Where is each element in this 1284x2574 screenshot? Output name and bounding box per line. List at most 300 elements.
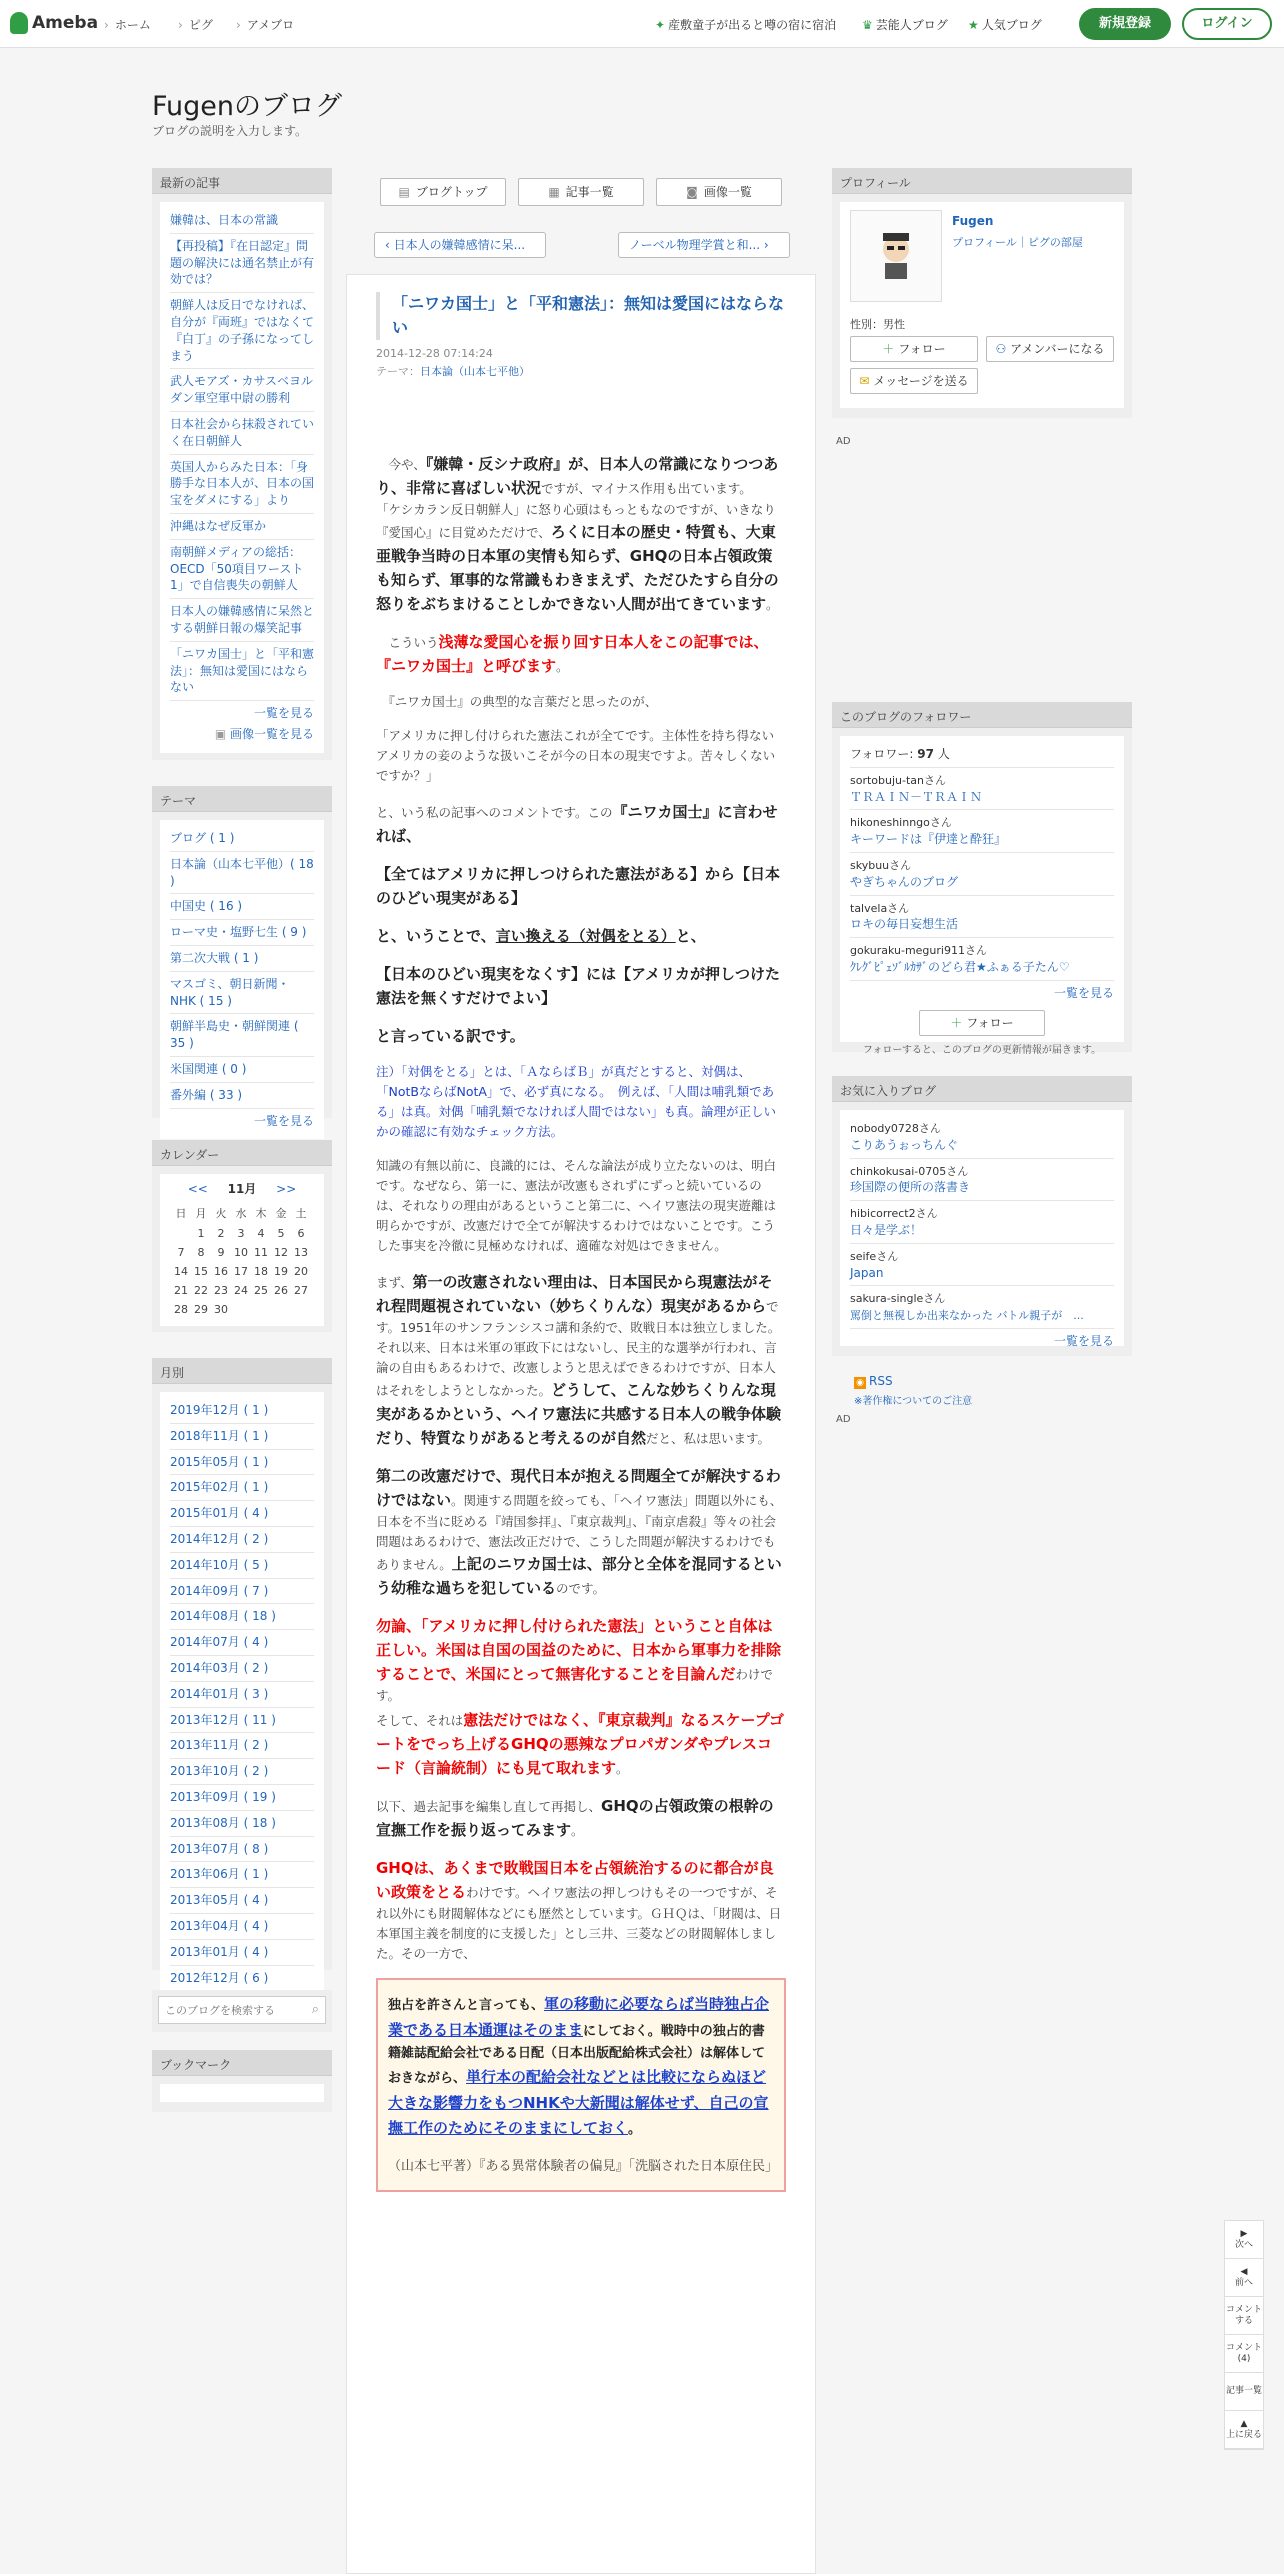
theme-link[interactable]: 第二次大戦 ( 1 ) <box>170 950 259 965</box>
list-item[interactable] <box>850 810 1114 853</box>
calendar-day: 25 <box>254 1284 268 1297</box>
next-entry-link[interactable] <box>618 232 790 258</box>
favorite-user: sakura-singleさん <box>850 1292 946 1306</box>
calendar-day <box>172 1225 190 1242</box>
list-item[interactable] <box>850 1244 1114 1287</box>
recent-link[interactable]: 日本人の嫌韓感情に呆然とする朝鮮日報の爆笑記事 <box>170 604 315 635</box>
body-paragraph: 知識の有無以前に、良識的には、そんな論法が成り立たないのは、明白です。なぜなら、第一に、憲法が改憲もされずにずっと続いているのは、それなりの理由があるということ第二に、ヘイワ憲法の現実遊離は明らかですが、改憲だけで全てが解決するわけではないことです。こうした事実を冷徹に見極めなければ、適確な対処はできません。 <box>376 1158 777 1253</box>
calendar-box <box>152 1140 332 1332</box>
list-item[interactable] <box>170 1398 314 1424</box>
list-item[interactable] <box>170 1579 314 1605</box>
archive-link[interactable]: 2014年07月 ( 4 ) <box>170 1635 269 1650</box>
archive-link[interactable]: 2013年07月 ( 8 ) <box>170 1841 269 1856</box>
bold-paragraph <box>376 924 786 948</box>
list-item[interactable] <box>170 1630 314 1656</box>
archive-link[interactable]: 2014年12月 ( 2 ) <box>170 1531 269 1546</box>
recent-link[interactable]: 日本社会から抹殺されていく在日朝鮮人 <box>170 416 315 448</box>
list-item[interactable] <box>170 1914 314 1940</box>
list-item[interactable] <box>170 894 314 920</box>
list-item[interactable] <box>170 1837 314 1863</box>
quote-source: （山本七平著）『ある異常体験者の偏見』「洗脳された日本原住民」 <box>388 2158 779 2174</box>
text: です。1951年のサンフランシスコ講和条約で、敗戦日本は独立しました。それ以来、日本は米軍の軍政下にはないし、民主的な選挙が行われ、言論の自由もあるわけで、改憲しようと思えばできるわけですが、日本人はそれをしようとしなかった。 <box>376 1299 781 1398</box>
article-theme <box>376 363 530 379</box>
prev-entry-label: 日本人の嫌韓感情に呆... <box>393 238 526 252</box>
theme-link[interactable]: 日本論（山本七平他）( 18 ) <box>170 856 314 888</box>
list-item[interactable] <box>170 946 314 972</box>
calendar-day: 28 <box>174 1303 188 1316</box>
triangle-right-icon: ▶ <box>1240 2228 1248 2239</box>
comment-label: コメントする <box>1225 2304 1262 2326</box>
plus-icon: ＋ <box>882 342 899 356</box>
calendar-day: 4 <box>257 1227 265 1240</box>
calendar-day <box>232 1301 250 1318</box>
chevron-left-icon: ‹ <box>385 238 394 252</box>
entry-list-float-label: 記事一覧 <box>1225 2386 1262 2397</box>
bold-text: 第一の改憲されない理由は、日本国民から現憲法がそれ程問題視されていない（妙ちくりんな）現実があるから <box>376 1273 773 1315</box>
header-link-popular-label: 人気ブログ <box>981 18 1042 32</box>
quote-text: 独占を許さんと言っても、 <box>388 1998 545 2013</box>
nav-pigg[interactable] <box>178 16 213 33</box>
list-item[interactable] <box>170 1940 314 1966</box>
list-item[interactable] <box>170 852 314 895</box>
list-item[interactable] <box>850 896 1114 939</box>
archive-link[interactable]: 2013年12月 ( 11 ) <box>170 1712 276 1727</box>
archive-link[interactable]: 2013年10月 ( 2 ) <box>170 1764 269 1779</box>
calendar-day: 29 <box>194 1303 208 1316</box>
body-paragraph <box>376 800 786 848</box>
next-entry-label: ノーベル物理学賞と和... <box>629 238 761 252</box>
text: 「ケシカラン反日朝鮮人」に怒り心頭はもっともなのですが、いきなり『愛国心』に目覚めただけで、 <box>376 502 776 540</box>
list-item[interactable] <box>170 599 314 642</box>
text: 。 <box>571 1823 584 1838</box>
text: と、いう私の記事へのコメントです。この <box>376 805 613 820</box>
calendar-week <box>172 1263 310 1280</box>
theme-link[interactable]: 中国史 ( 16 ) <box>170 899 243 914</box>
search-box <box>152 1990 332 2032</box>
quote-text: にしておく。戦時中の独占的書籍雑誌配給会社である日配（日本出版配給株式会社）は解体しておきながら、 <box>388 2023 766 2087</box>
calendar-weekdays <box>172 1203 310 1223</box>
follow-button-2[interactable] <box>919 1010 1045 1036</box>
recent-more-link[interactable]: 一覧を見る <box>253 706 314 721</box>
themes-more[interactable] <box>170 1109 314 1134</box>
article-body <box>376 452 786 2192</box>
list-item[interactable] <box>170 455 314 514</box>
ameba-logo[interactable] <box>10 12 98 34</box>
rss-link[interactable] <box>854 1374 893 1389</box>
bold-text: 第二の改憲だけで、現代日本が抱える問題全てが解決するわけではない <box>376 1467 781 1509</box>
recent-more[interactable] <box>170 701 314 726</box>
themes-box <box>152 786 332 1128</box>
calendar-prev[interactable]: << <box>187 1182 208 1196</box>
text: こういう <box>388 635 439 650</box>
blog-title[interactable]: Fugenのブログ <box>152 91 343 122</box>
recent-link[interactable]: 南朝鮮メディアの総括：OECD「50項目ワースト1」で自信喪失の朝鮮人 <box>170 544 304 593</box>
body-paragraph <box>376 692 786 712</box>
header-link-trending[interactable] <box>655 16 836 33</box>
chevron-right-icon: › <box>104 18 109 32</box>
calendar-day: 18 <box>254 1265 268 1278</box>
calendar-heading: カレンダー <box>152 1140 332 1166</box>
list-item[interactable] <box>170 1604 314 1630</box>
list-item[interactable] <box>170 1682 314 1708</box>
image-list-more-link[interactable]: 画像一覧を見る <box>229 726 314 741</box>
list-item[interactable] <box>170 642 314 701</box>
quote-text: 「アメリカに押し付けられた憲法これが全てです。主体性を持ち得ないアメリカの妾のような扱いこそが今の日本の現実ですよ。苦々しくないですか？」 <box>376 728 776 783</box>
follower-blog-link[interactable]: やぎちゃんのブログ <box>850 874 959 889</box>
copyright-link[interactable]: ※著作権についてのご注意 <box>854 1396 973 1407</box>
message-button[interactable] <box>850 368 978 394</box>
list-item[interactable] <box>170 1862 314 1888</box>
themes-more-link[interactable]: 一覧を見る <box>253 1113 314 1128</box>
profile-links[interactable]: プロフィール｜ピグの部屋 <box>952 236 1083 249</box>
list-icon: ▦ <box>548 185 560 199</box>
favorite-blog-link[interactable]: 日々是学ぶ！ <box>850 1222 923 1237</box>
archive-link[interactable]: 2013年09月 ( 19 ) <box>170 1789 276 1804</box>
entry-list-button[interactable] <box>518 178 644 206</box>
image-list-button[interactable] <box>656 178 782 206</box>
list-item[interactable] <box>170 234 314 293</box>
favorite-blog-link[interactable]: Japan <box>850 1265 884 1280</box>
body-paragraph <box>376 1856 786 1964</box>
archive-link[interactable]: 2012年12月 ( 6 ) <box>170 1970 269 1985</box>
follower-user: skybuuさん <box>850 858 912 872</box>
blog-top-label: ブログトップ <box>415 185 488 199</box>
archive-link[interactable]: 2015年02月 ( 1 ) <box>170 1480 269 1495</box>
calendar-day: 8 <box>197 1246 205 1259</box>
list-item[interactable] <box>170 826 314 852</box>
weekday: 水 <box>235 1207 247 1220</box>
red-text: GHQは、あくまで敗戦国日本を占領統治するのに都合が良い政策をとる <box>376 1859 774 1901</box>
follower-user: hikoneshinngoさん <box>850 816 952 830</box>
followers-more[interactable] <box>850 981 1114 1006</box>
calendar-week <box>172 1282 310 1299</box>
list-item[interactable] <box>170 972 314 1015</box>
archive-link[interactable]: 2014年10月 ( 5 ) <box>170 1557 269 1572</box>
calendar-next[interactable]: >> <box>276 1182 297 1196</box>
calendar-day: 17 <box>234 1265 248 1278</box>
follow-label: フォロー <box>966 1015 1014 1030</box>
weekday: 木 <box>255 1207 267 1220</box>
back-to-top-label: 上に戻る <box>1225 2429 1262 2440</box>
list-item[interactable] <box>170 208 314 234</box>
people-icon: ⚇ <box>995 342 1011 356</box>
profile-name[interactable]: Fugen <box>952 214 994 228</box>
archive-link[interactable]: 2013年08月 ( 18 ) <box>170 1815 276 1830</box>
calendar-day: 24 <box>234 1284 248 1297</box>
weekday: 火 <box>215 1207 227 1220</box>
home-icon: ▤ <box>398 185 410 199</box>
follower-user: gokuraku-meguri911さん <box>850 944 987 958</box>
quote-text: 。 <box>628 2122 642 2138</box>
recent-link[interactable]: 英国人からみた日本：「身勝手な日本人が、日本の国宝をダメにする」より <box>170 459 315 508</box>
archive-link[interactable]: 2014年03月 ( 2 ) <box>170 1660 269 1675</box>
list-item[interactable] <box>170 1424 314 1450</box>
bold-paragraph: 【日本のひどい現実をなくす】には【アメリカが押しつけた憲法を無くすだけでよい】 <box>376 965 780 1007</box>
bold-text: 『嫌韓・反シナ政府』が、日本人の常識になりつつあり、非常に喜ばしい状況 <box>376 455 779 497</box>
calendar-day: 13 <box>294 1246 308 1259</box>
recent-link[interactable]: 朝鮮人は反日でなければ、自分が『両班』ではなくて『白丁』の子孫になってしまう <box>170 298 315 363</box>
archive-link[interactable]: 2019年12月 ( 1 ) <box>170 1403 269 1417</box>
follow-note: フォローすると、このブログの更新情報が届きます。 <box>862 1044 1102 1056</box>
archive-link[interactable]: 2013年05月 ( 4 ) <box>170 1893 269 1908</box>
prev-label: 前へ <box>1234 2277 1253 2288</box>
list-item[interactable] <box>170 1450 314 1476</box>
back-to-top-button[interactable] <box>1225 2411 1263 2449</box>
recent-link[interactable]: 武人モアズ・カサスベヨルダン軍空軍中尉の勝利 <box>170 374 314 406</box>
favorite-user: nobody0728さん <box>850 1122 941 1135</box>
archive-link[interactable]: 2014年01月 ( 3 ) <box>170 1686 269 1701</box>
favorite-blog-link[interactable]: 珍国際の便所の落書き <box>850 1180 971 1195</box>
bookmark-box <box>152 2050 332 2112</box>
text: 今や、 <box>388 457 426 472</box>
header-link-popular[interactable] <box>968 16 1042 33</box>
list-item[interactable] <box>850 853 1114 896</box>
rss-label[interactable]: RSS <box>869 1374 893 1388</box>
followers-box <box>832 702 1132 1056</box>
text: 。 <box>556 659 569 674</box>
nav-ameblo[interactable] <box>236 16 294 33</box>
next-label: 次へ <box>1234 2239 1253 2250</box>
list-item[interactable] <box>170 1708 314 1734</box>
amember-button[interactable] <box>986 336 1114 362</box>
archive-link[interactable]: 2013年06月 ( 1 ) <box>170 1867 269 1882</box>
body-paragraph <box>376 1708 786 1780</box>
archive-box <box>152 1358 332 1985</box>
favorites-more-link[interactable]: 一覧を見る <box>1053 1333 1114 1348</box>
archive-heading: 月別 <box>152 1358 332 1384</box>
recent-link[interactable]: 嫌韓は、日本の常識 <box>170 213 279 227</box>
theme-link[interactable]: ブログ ( 1 ) <box>170 831 235 845</box>
prev-entry-link[interactable] <box>374 232 546 258</box>
follower-blog-link[interactable]: ＴＲＡＩＮ－ＴＲＡＩＮ <box>850 789 983 804</box>
body-paragraph <box>376 1794 786 1842</box>
theme-link[interactable]: 朝鮮半島史・朝鮮関連 ( 35 ) <box>170 1019 299 1051</box>
comment-button[interactable] <box>1225 2297 1263 2335</box>
search-input[interactable] <box>159 1997 299 2023</box>
plus-icon: ＋ <box>950 1015 967 1030</box>
calendar-day: 3 <box>237 1227 245 1240</box>
list-item[interactable] <box>170 1057 314 1083</box>
calendar-day: 9 <box>217 1246 225 1259</box>
follow-label: フォロー <box>898 342 946 356</box>
theme-link[interactable]: 日本論（山本七平他） <box>420 365 530 378</box>
text: 『ニワカ国士』の典型的な言葉だと思ったのが、 <box>388 694 658 709</box>
list-item[interactable] <box>170 1785 314 1811</box>
follower-blog-link[interactable]: ｸﾚｸﾞﾋﾟｪｿﾞﾙｶｻﾞのどら君★ふぁる子たん♡ <box>850 959 1070 974</box>
list-item[interactable] <box>170 1553 314 1579</box>
favorite-blog-link[interactable]: 罵倒と無視しか出来なかった バトル親子が ... <box>850 1309 1084 1323</box>
followers-heading: このブログのフォロワー <box>832 702 1132 728</box>
theme-link[interactable]: マスゴミ、朝日新聞・NHK ( 15 ) <box>170 976 290 1008</box>
list-item[interactable] <box>850 1286 1114 1329</box>
calendar-day: 11 <box>254 1246 268 1259</box>
avatar[interactable] <box>850 210 942 302</box>
floating-nav <box>1224 2220 1264 2450</box>
bold-text: 上記のニワカ国士は、部分と全体を混同するという幼稚な過ちを犯している <box>376 1555 782 1597</box>
favorites-box <box>832 1076 1132 1356</box>
calendar-day: 14 <box>174 1265 188 1278</box>
weekday: 月 <box>195 1207 207 1220</box>
calendar-day: 5 <box>277 1227 285 1240</box>
profile-content <box>840 202 1124 408</box>
theme-link[interactable]: 米国関連 ( 0 ) <box>170 1061 247 1076</box>
archive-link[interactable]: 2013年01月 ( 4 ) <box>170 1944 269 1959</box>
red-text: 憲法だけではなく、『東京裁判』なるスケープゴートをでっち上げるGHQの悪辣なプロパガンダやプレスコード（言論統制）にも見て取れます <box>376 1711 784 1777</box>
list-item[interactable] <box>170 514 314 540</box>
calendar-day: 7 <box>177 1246 185 1259</box>
nav-home[interactable] <box>104 16 151 33</box>
envelope-icon: ✉ <box>859 374 874 388</box>
list-item[interactable] <box>170 1811 314 1837</box>
calendar-day: 21 <box>174 1284 188 1297</box>
follower-blog-link[interactable]: ロキの毎日妄想生活 <box>850 917 959 932</box>
archive-link[interactable]: 2018年11月 ( 1 ) <box>170 1428 269 1443</box>
search-icon[interactable]: ⌕ <box>311 2002 319 2017</box>
underlined-text: 言い換える（対偶をとる） <box>495 927 676 945</box>
calendar <box>160 1174 324 1326</box>
bold-text: 『ニワカ国士』に言わせれば、 <box>376 803 778 845</box>
archive-link[interactable]: 2015年05月 ( 1 ) <box>170 1454 269 1469</box>
next-button[interactable] <box>1225 2221 1263 2259</box>
ad-label: AD <box>836 436 851 447</box>
list-item[interactable] <box>170 293 314 369</box>
follower-user: talvelaさん <box>850 901 910 915</box>
body-paragraph <box>376 630 786 678</box>
ameba-logo-icon <box>10 12 28 34</box>
calendar-grid <box>170 1201 312 1320</box>
list-item[interactable] <box>170 1656 314 1682</box>
text: わけです。ヘイワ憲法の押しつけもその一つですが、それ以外にも財閥解体などにも歴然としています。ＧＨＱは、「財閥は、日本軍国主義を制度的に支援した」とし三井、三菱などの財閥解体しました。その一方で、 <box>376 1885 782 1961</box>
prev-button[interactable] <box>1225 2259 1263 2297</box>
follow-area <box>850 1006 1114 1040</box>
header-link-celebrity[interactable] <box>862 16 948 33</box>
list-item[interactable] <box>170 1527 314 1553</box>
archive-link[interactable]: 2014年08月 ( 18 ) <box>170 1609 276 1624</box>
red-text: 勿論、「アメリカに押し付けられた憲法」ということ自体は正しい。米国は自国の国益のために、日本から軍事力を排除することで、米国にとって無害化することを目論んだ <box>376 1617 782 1683</box>
calendar-day <box>272 1301 290 1318</box>
profile-box <box>832 168 1132 418</box>
calendar-day: 15 <box>194 1265 208 1278</box>
favorites-list <box>840 1110 1124 1346</box>
archive-link[interactable]: 2014年09月 ( 7 ) <box>170 1583 269 1598</box>
article-title[interactable]: 「ニワカ国士」と「平和憲法」：無知は愛国にはならない <box>376 292 786 340</box>
text: と、 <box>675 927 706 945</box>
nav-ameblo-label: アメブロ <box>246 18 295 32</box>
list-item[interactable] <box>850 938 1114 981</box>
calendar-day: 10 <box>234 1246 248 1259</box>
list-item[interactable] <box>170 1888 314 1914</box>
bold-text: どうして、こんな妙ちくりんな現実があるかという、ヘイワ憲法に共感する日本人の戦争体験だり、特質なりがあると考えるのが自然 <box>376 1381 782 1447</box>
image-list-more[interactable] <box>170 726 314 747</box>
list-item[interactable] <box>170 1083 314 1109</box>
bold-text: ろくに日本の歴史・特質も、大東亜戦争当時の日本軍の実情も知らず、GHQの日本占領政策も知らず、軍事的な常識もわきまえず、ただひたすら自分の怒りをぶちまけることしかできない人間が出てきています <box>376 523 779 613</box>
recent-entries-heading: 最新の記事 <box>152 168 332 194</box>
calendar-week <box>172 1225 310 1242</box>
archive-link[interactable]: 2013年04月 ( 4 ) <box>170 1918 269 1933</box>
list-item[interactable] <box>170 1759 314 1785</box>
list-item[interactable] <box>170 369 314 412</box>
follower-blog-link[interactable]: キーワードは『伊達と酔狂』 <box>850 832 1007 847</box>
bookmark-heading: ブックマーク <box>152 2050 332 2076</box>
comment-count-button[interactable] <box>1225 2335 1263 2373</box>
entry-list-label: 記事一覧 <box>565 185 614 199</box>
theme-link[interactable]: ローマ史・塩野七生 ( 9 ) <box>170 925 307 940</box>
favorite-user: seifeさん <box>850 1249 899 1263</box>
chevron-right-icon: › <box>178 18 183 32</box>
quote-highlight: 単行本の配給会社などとは比較にならぬほど大きな影響力をもつNHKや大新聞は解体せず、自己の宣撫工作のためにそのままにしておく <box>388 2068 769 2138</box>
list-item[interactable] <box>170 1966 314 1992</box>
body-paragraph <box>376 452 786 616</box>
favorite-blog-link[interactable]: こりあうぉっちんぐ <box>850 1137 959 1152</box>
recent-entries-box <box>152 168 332 760</box>
weekday: 土 <box>295 1207 307 1220</box>
login-button[interactable]: ログイン <box>1182 8 1272 40</box>
list-item[interactable] <box>170 1014 314 1057</box>
list-item[interactable] <box>170 412 314 455</box>
list-item[interactable] <box>170 1475 314 1501</box>
favorites-more[interactable] <box>850 1329 1114 1354</box>
nav-pigg-label: ピグ <box>188 18 213 32</box>
text: まず、 <box>376 1275 413 1290</box>
favorite-user: chinkokusai-0705さん <box>850 1164 969 1178</box>
body-paragraph <box>376 726 786 786</box>
followers-count <box>850 742 1114 768</box>
quote-box <box>376 1978 786 2192</box>
bold-paragraph: と言っている訳です。 <box>376 1027 525 1045</box>
red-text: 浅薄な愛国心を振り回す日本人をこの記事では、『ニワカ国士』と呼びます <box>376 633 769 675</box>
archive-link[interactable]: 2015年01月 ( 4 ) <box>170 1506 269 1521</box>
recent-link[interactable]: 【再投稿】『在日認定』問題の解決には通名禁止が有効では？ <box>170 238 315 287</box>
list-item[interactable] <box>850 768 1114 811</box>
calendar-week <box>172 1301 310 1318</box>
entry-list-float-button[interactable] <box>1225 2373 1263 2411</box>
article-date: 2014-12-28 07:14:24 <box>376 347 493 360</box>
chevron-right-icon: › <box>760 238 769 252</box>
archive-link[interactable]: 2013年11月 ( 2 ) <box>170 1738 269 1753</box>
favorites-heading: お気に入りブログ <box>832 1076 1132 1102</box>
rss-icon: ◉ <box>854 1377 866 1389</box>
search-field[interactable] <box>158 1996 326 2024</box>
nav-home-label: ホーム <box>114 18 151 32</box>
list-item[interactable] <box>170 540 314 599</box>
text: 。 <box>616 1761 629 1776</box>
amember-label: アメンバーになる <box>1010 342 1105 356</box>
recent-link[interactable]: 沖縄はなぜ反軍か <box>170 518 267 533</box>
theme-link[interactable]: 番外編 ( 33 ) <box>170 1087 243 1102</box>
crown-icon: ♛ <box>862 18 873 32</box>
text: のです。 <box>556 1581 606 1596</box>
avatar-image <box>851 211 941 301</box>
ad-label-2: AD <box>836 1414 851 1425</box>
followers-more-link[interactable]: 一覧を見る <box>1053 985 1114 1000</box>
star-icon: ★ <box>968 18 979 32</box>
list-item[interactable] <box>850 1201 1114 1244</box>
camera-icon: ◙ <box>686 185 698 199</box>
follow-button[interactable] <box>850 336 978 362</box>
list-item[interactable] <box>850 1116 1114 1159</box>
body-paragraph <box>376 1464 786 1600</box>
list-item[interactable] <box>170 1501 314 1527</box>
profile-heading: プロフィール <box>832 168 1132 194</box>
blog-top-button[interactable] <box>380 178 506 206</box>
calendar-day: 6 <box>297 1227 305 1240</box>
recent-link[interactable]: 「ニワカ国士」と「平和憲法」：無知は愛国にはならない <box>170 646 315 695</box>
register-button[interactable]: 新規登録 <box>1079 8 1171 40</box>
list-item[interactable] <box>850 1159 1114 1202</box>
logo-text: Ameba <box>32 13 99 33</box>
list-item[interactable] <box>170 920 314 946</box>
list-item[interactable] <box>170 1733 314 1759</box>
